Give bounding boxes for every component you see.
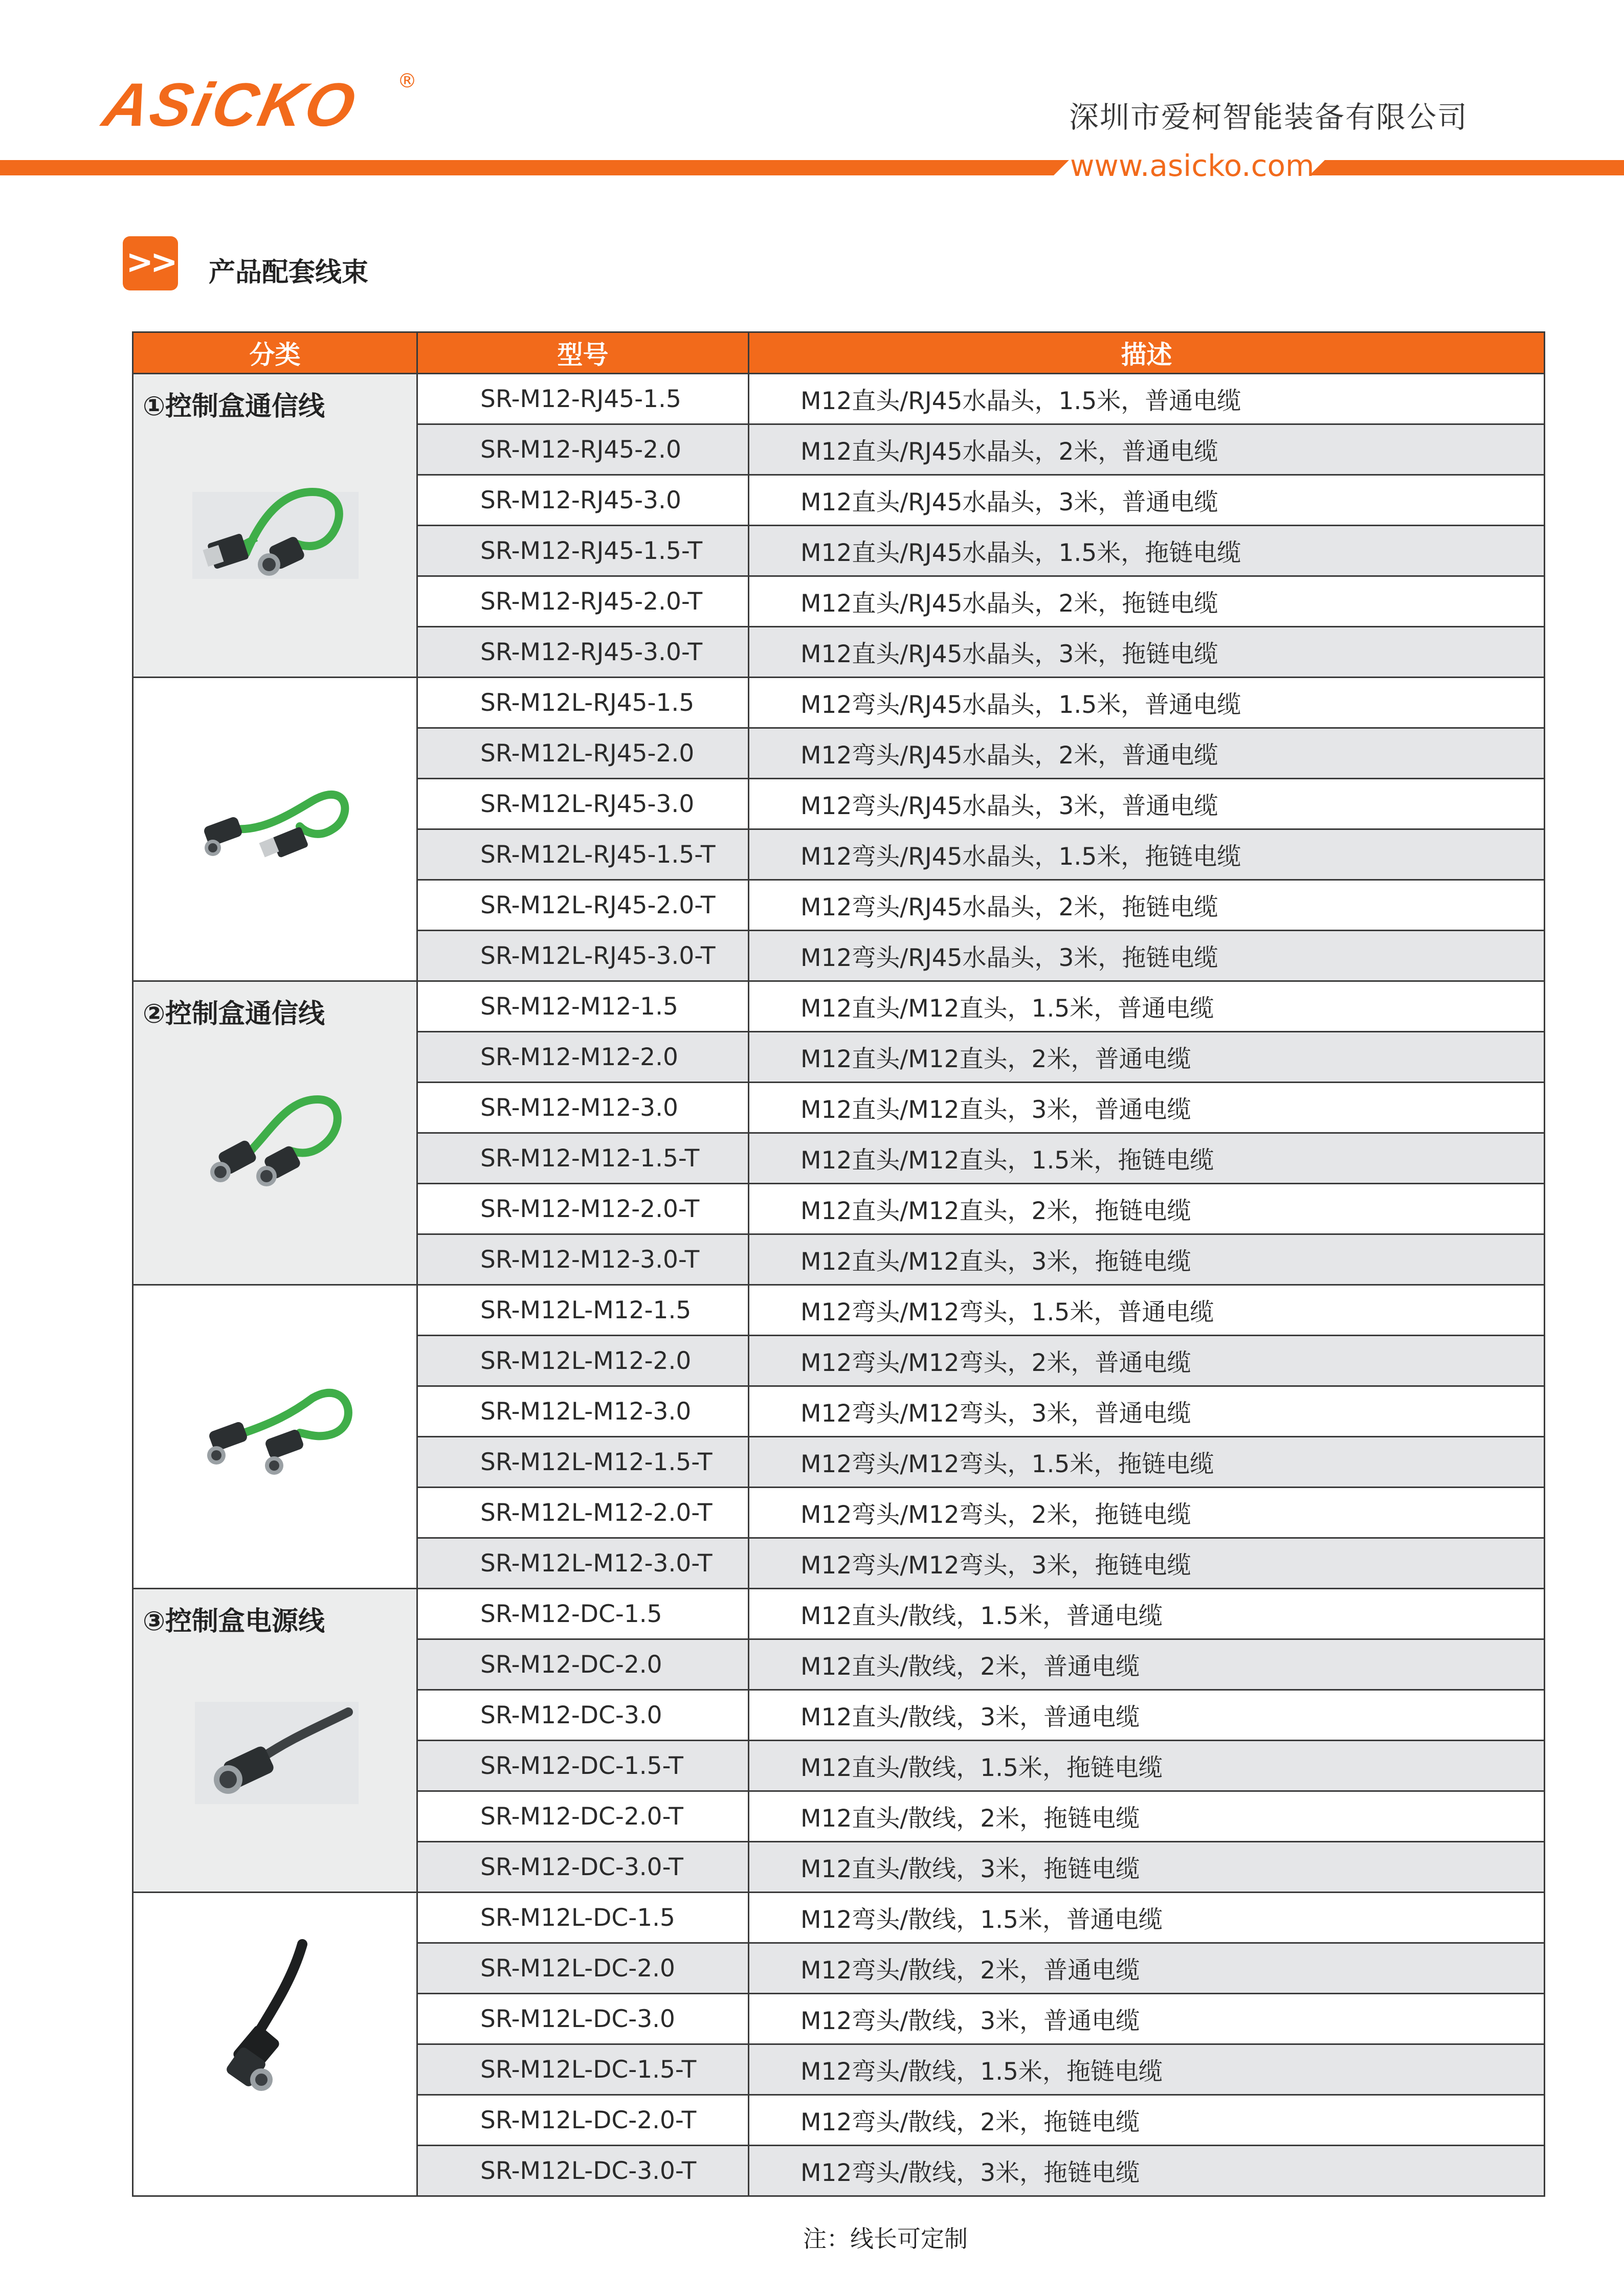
description-cell: M12弯头/散线，2米，拖链电缆 — [749, 2095, 1545, 2146]
table-row — [133, 1893, 1545, 1943]
brand-logo — [97, 70, 417, 139]
description-cell: M12直头/RJ45水晶头，1.5米，拖链电缆 — [749, 526, 1545, 576]
model-cell: SR-M12-DC-2.0-T — [417, 1791, 749, 1842]
model-cell: SR-M12-DC-1.5 — [417, 1589, 749, 1639]
model-cell: SR-M12-RJ45-3.0-T — [417, 627, 749, 678]
table-body — [133, 374, 1545, 2196]
description-cell: M12弯头/散线，3米，拖链电缆 — [749, 2146, 1545, 2196]
m12-angled-to-m12-angled-green-cable-image — [185, 1367, 369, 1500]
description-cell: M12弯头/M12弯头，2米，拖链电缆 — [749, 1488, 1545, 1538]
model-cell: SR-M12L-RJ45-2.0-T — [417, 880, 749, 931]
category-cell — [133, 981, 417, 1285]
model-cell: SR-M12-RJ45-1.5 — [417, 374, 749, 424]
header-description: 描述 — [749, 332, 1545, 374]
description-cell: M12弯头/M12弯头，1.5米，拖链电缆 — [749, 1437, 1545, 1488]
model-cell: SR-M12L-M12-1.5-T — [417, 1437, 749, 1488]
model-cell: SR-M12L-DC-1.5-T — [417, 2044, 749, 2095]
description-cell: M12直头/M12直头，3米，普通电缆 — [749, 1083, 1545, 1133]
model-cell: SR-M12-DC-3.0 — [417, 1690, 749, 1741]
description-cell: M12弯头/RJ45水晶头，3米，拖链电缆 — [749, 931, 1545, 981]
m12-angled-power-cable-black-image — [185, 1924, 369, 2139]
product-table — [132, 331, 1545, 2197]
description-cell: M12弯头/M12弯头，3米，普通电缆 — [749, 1386, 1545, 1437]
category-cell — [133, 678, 417, 981]
category-cell — [133, 374, 417, 678]
description-cell: M12弯头/RJ45水晶头，3米，普通电缆 — [749, 779, 1545, 829]
header-category: 分类 — [133, 332, 417, 374]
model-cell: SR-M12-M12-2.0-T — [417, 1184, 749, 1234]
category-label: ①控制盒通信线 — [143, 391, 325, 422]
description-cell: M12直头/散线，2米，普通电缆 — [749, 1639, 1545, 1690]
category-label: ②控制盒通信线 — [143, 999, 325, 1029]
model-cell: SR-M12L-RJ45-3.0-T — [417, 931, 749, 981]
category-cell — [133, 1285, 417, 1589]
model-cell: SR-M12-RJ45-3.0 — [417, 475, 749, 526]
registered-mark: ® — [397, 70, 417, 92]
model-cell: SR-M12L-M12-2.0 — [417, 1336, 749, 1386]
description-cell: M12弯头/散线，1.5米，普通电缆 — [749, 1893, 1545, 1943]
model-cell: SR-M12-M12-2.0 — [417, 1032, 749, 1083]
category-label: ③控制盒电源线 — [143, 1606, 325, 1637]
description-cell: M12直头/RJ45水晶头，2米，普通电缆 — [749, 424, 1545, 475]
model-cell: SR-M12L-M12-3.0 — [417, 1386, 749, 1437]
model-cell: SR-M12L-RJ45-1.5-T — [417, 829, 749, 880]
model-cell: SR-M12-M12-1.5 — [417, 981, 749, 1032]
model-cell: SR-M12L-DC-2.0 — [417, 1943, 749, 1994]
footnote: 注：线长可定制 — [803, 2225, 968, 2253]
category-cell — [133, 1589, 417, 1893]
table-row — [133, 1285, 1545, 1336]
double-chevron-icon: >> — [123, 236, 178, 290]
description-cell: M12直头/散线，1.5米，普通电缆 — [749, 1589, 1545, 1639]
m12-straight-to-rj45-green-cable-image — [185, 471, 369, 604]
table-row — [133, 981, 1545, 1032]
description-cell: M12直头/M12直头，3米，拖链电缆 — [749, 1234, 1545, 1285]
model-cell: SR-M12-DC-1.5-T — [417, 1741, 749, 1791]
model-cell: SR-M12L-DC-2.0-T — [417, 2095, 749, 2146]
description-cell: M12弯头/散线，1.5米，拖链电缆 — [749, 2044, 1545, 2095]
model-cell: SR-M12L-RJ45-2.0 — [417, 728, 749, 779]
m12-straight-power-cable-grey-image — [185, 1686, 369, 1819]
description-cell: M12直头/散线，2米，拖链电缆 — [749, 1791, 1545, 1842]
m12-straight-to-m12-straight-green-cable-image — [185, 1079, 369, 1212]
description-cell: M12直头/M12直头，2米，拖链电缆 — [749, 1184, 1545, 1234]
model-cell: SR-M12-M12-3.0 — [417, 1083, 749, 1133]
description-cell: M12弯头/RJ45水晶头，1.5米，拖链电缆 — [749, 829, 1545, 880]
model-cell: SR-M12L-RJ45-1.5 — [417, 678, 749, 728]
description-cell: M12直头/散线，3米，拖链电缆 — [749, 1842, 1545, 1893]
description-cell: M12直头/RJ45水晶头，2米，拖链电缆 — [749, 576, 1545, 627]
model-cell: SR-M12L-M12-2.0-T — [417, 1488, 749, 1538]
model-cell: SR-M12-RJ45-1.5-T — [417, 526, 749, 576]
model-cell: SR-M12L-DC-3.0-T — [417, 2146, 749, 2196]
header-band-left — [0, 160, 1054, 175]
description-cell: M12直头/M12直头，1.5米，普通电缆 — [749, 981, 1545, 1032]
header-band-right — [1325, 160, 1624, 175]
description-cell: M12直头/RJ45水晶头，1.5米，普通电缆 — [749, 374, 1545, 424]
model-cell: SR-M12L-DC-3.0 — [417, 1994, 749, 2044]
description-cell: M12直头/散线，3米，普通电缆 — [749, 1690, 1545, 1741]
company-name: 深圳市爱柯智能装备有限公司 — [1069, 100, 1468, 134]
header-model: 型号 — [417, 332, 749, 374]
description-cell: M12直头/M12直头，2米，普通电缆 — [749, 1032, 1545, 1083]
description-cell: M12直头/RJ45水晶头，3米，普通电缆 — [749, 475, 1545, 526]
description-cell: M12弯头/M12弯头，1.5米，普通电缆 — [749, 1285, 1545, 1336]
logo-text: ASiCKO — [97, 71, 363, 139]
model-cell: SR-M12-DC-2.0 — [417, 1639, 749, 1690]
model-cell: SR-M12L-M12-1.5 — [417, 1285, 749, 1336]
model-cell: SR-M12L-M12-3.0-T — [417, 1538, 749, 1589]
section-title: 产品配套线束 — [209, 257, 369, 288]
description-cell: M12弯头/散线，3米，普通电缆 — [749, 1994, 1545, 2044]
model-cell: SR-M12-RJ45-2.0-T — [417, 576, 749, 627]
description-cell: M12直头/M12直头，1.5米，拖链电缆 — [749, 1133, 1545, 1184]
model-cell: SR-M12-M12-1.5-T — [417, 1133, 749, 1184]
category-cell — [133, 1893, 417, 2196]
description-cell: M12弯头/RJ45水晶头，1.5米，普通电缆 — [749, 678, 1545, 728]
model-cell: SR-M12-RJ45-2.0 — [417, 424, 749, 475]
table-row — [133, 374, 1545, 424]
table-row — [133, 1589, 1545, 1639]
model-cell: SR-M12L-RJ45-3.0 — [417, 779, 749, 829]
description-cell: M12弯头/M12弯头，2米，普通电缆 — [749, 1336, 1545, 1386]
model-cell: SR-M12-M12-3.0-T — [417, 1234, 749, 1285]
description-cell: M12直头/RJ45水晶头，3米，拖链电缆 — [749, 627, 1545, 678]
table-row — [133, 678, 1545, 728]
m12-angled-to-rj45-green-cable-image — [185, 760, 369, 893]
description-cell: M12弯头/RJ45水晶头，2米，拖链电缆 — [749, 880, 1545, 931]
website-link[interactable]: www.asicko.com — [1070, 148, 1315, 183]
description-cell: M12弯头/散线，2米，普通电缆 — [749, 1943, 1545, 1994]
table-header-row — [133, 332, 1545, 374]
description-cell: M12弯头/M12弯头，3米，拖链电缆 — [749, 1538, 1545, 1589]
description-cell: M12弯头/RJ45水晶头，2米，普通电缆 — [749, 728, 1545, 779]
model-cell: SR-M12-DC-3.0-T — [417, 1842, 749, 1893]
model-cell: SR-M12L-DC-1.5 — [417, 1893, 749, 1943]
description-cell: M12直头/散线，1.5米，拖链电缆 — [749, 1741, 1545, 1791]
